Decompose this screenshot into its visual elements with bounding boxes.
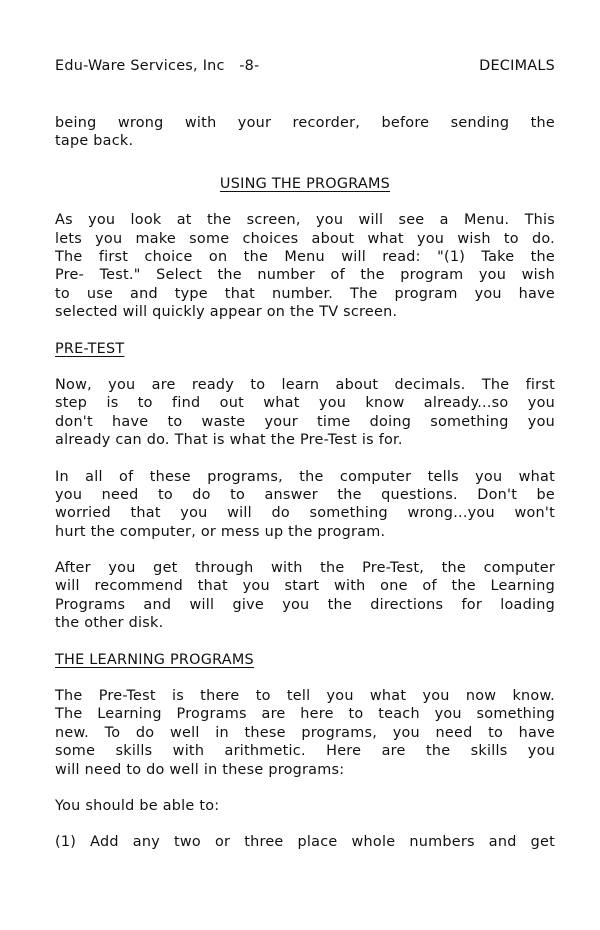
- text-line: to use and type that number. The program you have: [55, 285, 555, 302]
- text-line: new. To do well in these programs, you need to have: [55, 724, 555, 741]
- text-line: will need to do well in these programs:: [55, 761, 345, 778]
- text-line: In all of these programs, the computer tells you what: [55, 468, 555, 485]
- text-line: already can do. That is what the Pre-Test is for.: [55, 432, 403, 449]
- text-line: Pre- Test." Select the number of the program you wish: [55, 267, 555, 284]
- text-line: lets you make some choices about what you wish to do.: [55, 230, 555, 247]
- text-line: step is to find out what you know already...so you: [55, 395, 555, 412]
- paragraph-after-pre-test: [55, 559, 555, 633]
- text-line: After you get through with the Pre-Test, the computer: [55, 560, 555, 577]
- paragraph-computer-tells-you: [55, 468, 555, 542]
- text-line: some skills with arithmetic. Here are the skills you: [55, 743, 555, 760]
- text-line: As you look at the screen, you will see a Menu. This: [55, 212, 555, 229]
- page-header: [55, 58, 555, 80]
- header-section-title: DECIMALS: [479, 58, 555, 74]
- document-page: [55, 58, 555, 870]
- text-line: hurt the computer, or mess up the program.: [55, 523, 386, 540]
- paragraph-pre-test-intro: [55, 376, 555, 450]
- text-line: selected will quickly appear on the TV screen.: [55, 304, 398, 321]
- section-heading-learning-programs: THE LEARNING PROGRAMS: [55, 651, 254, 668]
- text-line: (1) Add any two or three place whole numbers and get: [55, 834, 555, 851]
- text-line: don't have to waste your time doing something you: [55, 413, 555, 430]
- paragraph-learning-programs-intro: [55, 687, 555, 779]
- text-line: The Pre-Test is there to tell you what you now know.: [55, 688, 555, 705]
- text-line: being wrong with your recorder, before sending the: [55, 115, 555, 131]
- paragraph-skill-item-1: [55, 833, 555, 851]
- text-line: tape back.: [55, 133, 134, 150]
- text-line: The Learning Programs are here to teach you something: [55, 706, 555, 723]
- paragraph-you-should-be-able: [55, 797, 555, 815]
- section-heading-pre-test: PRE-TEST: [55, 340, 125, 357]
- text-line: you need to do to answer the questions. Don't be: [55, 486, 555, 503]
- text-line: will recommend that you start with one of the Learning: [55, 578, 555, 595]
- text-line: Now, you are ready to learn about decimals. The first: [55, 376, 555, 393]
- paragraph-continuation: [55, 114, 555, 151]
- text-line: You should be able to:: [55, 797, 220, 814]
- paragraph-menu-intro: [55, 211, 555, 321]
- header-publisher-page-number: Edu-Ware Services, Inc -8-: [55, 58, 260, 74]
- text-line: worried that you will do something wrong...you won't: [55, 505, 555, 522]
- section-heading-using-the-programs: USING THE PROGRAMS: [219, 175, 391, 192]
- text-line: Programs and will give you the directions for loading: [55, 596, 555, 613]
- text-line: the other disk.: [55, 615, 164, 632]
- text-line: The first choice on the Menu will read: "(1) Take the: [55, 248, 555, 265]
